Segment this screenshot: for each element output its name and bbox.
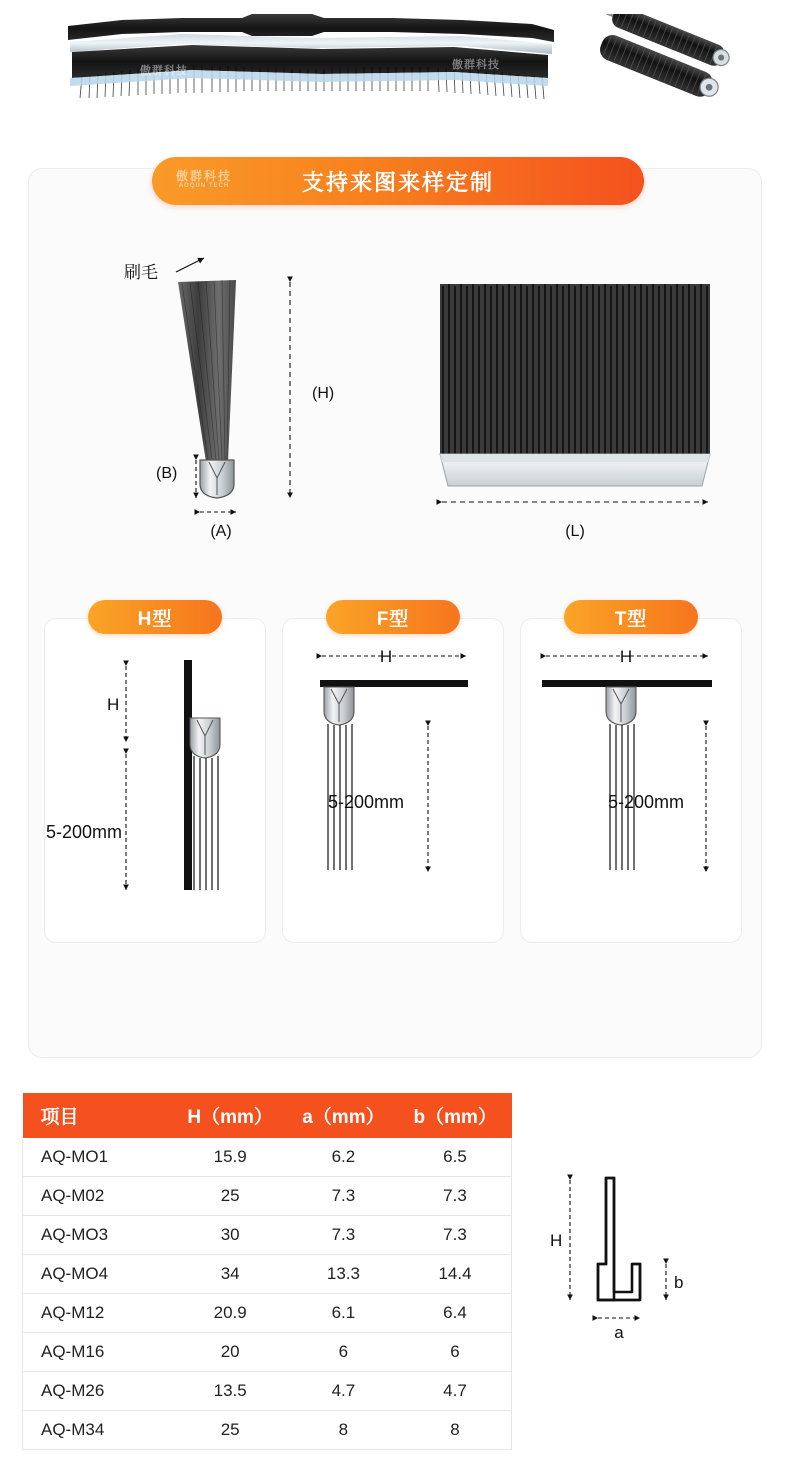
cell-a: 6.1	[288, 1294, 399, 1333]
spec-table-wrap	[22, 1093, 512, 1450]
cell-h: 20	[173, 1333, 288, 1372]
cell-item: AQ-M02	[23, 1177, 173, 1216]
cell-a: 8	[288, 1411, 399, 1450]
svg-text:5-200mm: 5-200mm	[608, 792, 685, 812]
banner-watermark: 傲群科技 AOQUN TECH	[176, 169, 233, 189]
cell-b: 8	[399, 1411, 512, 1450]
svg-text:H: H	[107, 695, 120, 714]
profile-drawing	[540, 1160, 760, 1390]
bristle-label: 刷毛	[124, 263, 158, 282]
cell-item: AQ-M12	[23, 1294, 173, 1333]
watermark-left: 傲群科技	[140, 65, 188, 77]
th-b: b（mm）	[399, 1093, 512, 1138]
spec-table	[22, 1093, 512, 1450]
cell-a: 13.3	[288, 1255, 399, 1294]
cell-b: 7.3	[399, 1216, 512, 1255]
svg-text:H: H	[619, 647, 633, 666]
cell-b: 4.7	[399, 1372, 512, 1411]
cell-a: 7.3	[288, 1216, 399, 1255]
product-photo-band	[0, 0, 790, 118]
type-f-drawing	[282, 618, 504, 943]
cell-b: 6	[399, 1333, 512, 1372]
dim-h-label: (H)	[312, 385, 335, 402]
cell-a: 6	[288, 1333, 399, 1372]
cell-b: 7.3	[399, 1177, 512, 1216]
svg-text:5-200mm: 5-200mm	[328, 792, 405, 812]
cell-item: AQ-MO1	[23, 1138, 173, 1177]
type-tag-h: H型	[88, 600, 222, 634]
table-row	[23, 1372, 512, 1411]
type-tag-f: F型	[326, 600, 460, 634]
table-header-row	[23, 1093, 512, 1138]
type-cards	[44, 600, 754, 950]
table-row	[23, 1333, 512, 1372]
th-item: 项目	[23, 1093, 173, 1138]
cell-a: 6.2	[288, 1138, 399, 1177]
cell-a: 4.7	[288, 1372, 399, 1411]
dim-a-label: (A)	[210, 523, 232, 540]
cell-h: 30	[173, 1216, 288, 1255]
table-row	[23, 1177, 512, 1216]
table-row	[23, 1411, 512, 1450]
table-row	[23, 1216, 512, 1255]
svg-text:H: H	[379, 647, 393, 666]
cell-h: 25	[173, 1411, 288, 1450]
type-t-drawing	[520, 618, 742, 943]
roller-brush-photo	[565, 14, 755, 110]
cell-h: 20.9	[173, 1294, 288, 1333]
th-h: H（mm）	[173, 1093, 288, 1138]
svg-text:5-200mm: 5-200mm	[46, 822, 123, 842]
cell-item: AQ-M26	[23, 1372, 173, 1411]
table-row	[23, 1255, 512, 1294]
cell-item: AQ-MO4	[23, 1255, 173, 1294]
cell-h: 13.5	[173, 1372, 288, 1411]
cell-item: AQ-M16	[23, 1333, 173, 1372]
dim-l-label: (L)	[565, 523, 585, 540]
th-a: a（mm）	[288, 1093, 399, 1138]
watermark-right: 傲群科技	[452, 59, 500, 71]
type-h-drawing	[44, 618, 266, 943]
table-row	[23, 1294, 512, 1333]
cell-b: 14.4	[399, 1255, 512, 1294]
profile-h-label: H	[550, 1231, 563, 1250]
cell-h: 25	[173, 1177, 288, 1216]
cell-b: 6.4	[399, 1294, 512, 1333]
custom-banner	[152, 157, 644, 205]
strip-brush-photo	[62, 12, 562, 104]
cell-h: 15.9	[173, 1138, 288, 1177]
profile-b-label: b	[674, 1273, 684, 1292]
type-tag-t: T型	[564, 600, 698, 634]
cell-a: 7.3	[288, 1177, 399, 1216]
cell-h: 34	[173, 1255, 288, 1294]
banner-title: 支持来图来样定制	[301, 169, 494, 195]
profile-a-label: a	[614, 1323, 624, 1342]
cell-b: 6.5	[399, 1138, 512, 1177]
cell-item: AQ-MO3	[23, 1216, 173, 1255]
table-row	[23, 1138, 512, 1177]
cell-item: AQ-M34	[23, 1411, 173, 1450]
dim-b-label: (B)	[156, 465, 178, 482]
dimension-diagram	[28, 240, 762, 570]
